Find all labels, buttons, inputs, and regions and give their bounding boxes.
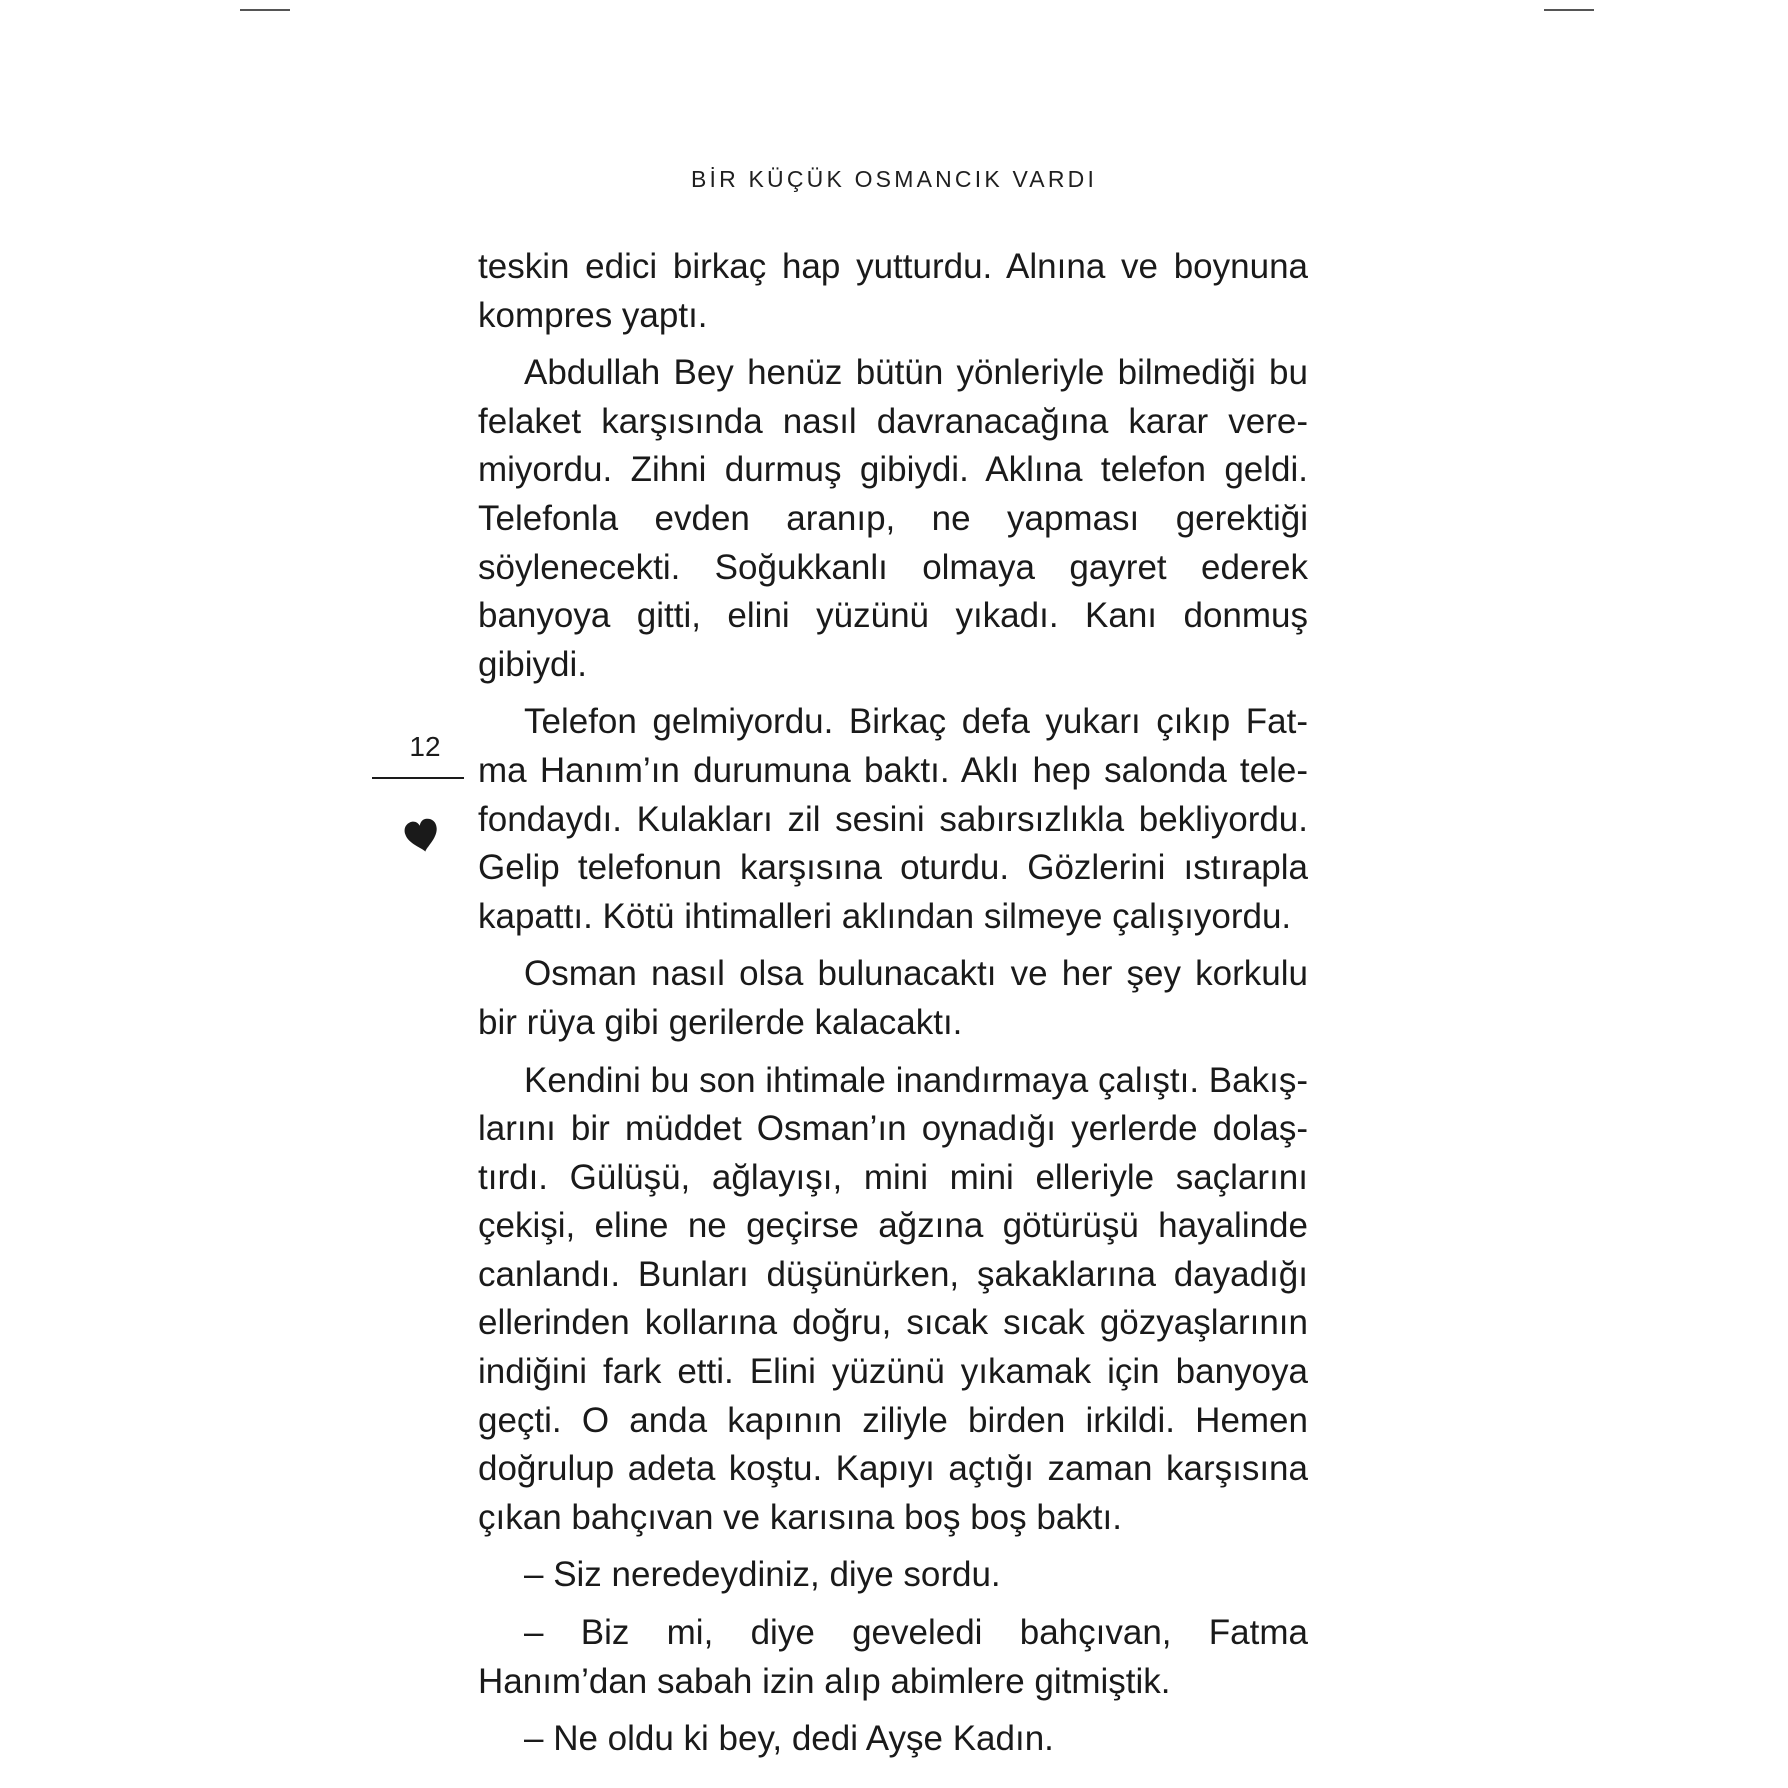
dialogue-line: – Biz mi, diye geveledi bahçıvan, Fatma Hanım’dan sabah izin alıp abimlere gitmiştik. (478, 1613, 1308, 1701)
paragraph: Abdullah Bey henüz bütün yönleriyle bilmediği bu felaket karşısında nasıl davranacağına karar veremiyordu. Zihni durmuş gibiydi. Aklına telefon geldi. Telefonla evden aranıp, ne yapması gerektiği söylenecekti. Soğukkanlı olmaya gayret ederek banyoya gitti, elini yüzünü yıkadı. Kanı donmuş gibiydi. (478, 353, 1308, 684)
dialogue-line: – Siz neredeydiniz, diye sordu. (524, 1555, 1001, 1595)
running-head: BİR KÜÇÜK OSMANCIK VARDI (690, 166, 1098, 192)
crop-mark-left (240, 9, 290, 11)
body-text (478, 243, 1308, 1773)
paragraph: teskin edici birkaç hap yutturdu. Alnına ve boynuna kompres yaptı. (478, 247, 1308, 335)
paragraph: Osman nasıl olsa bulunacaktı ve her şey korkulu bir rüya gibi gerilerde kalacaktı. (478, 954, 1308, 1042)
heart-icon (403, 818, 441, 854)
crop-mark-right (1544, 9, 1594, 11)
paragraph: Telefon gelmiyordu. Birkaç defa yukarı çıkıp Fatma Hanım’ın durumuna baktı. Aklı hep salonda telefondaydı. Kulakları zil sesini sabırsızlıkla bekliyordu. Gelip telefonun karşısına oturdu. Gözlerini ıstırapla kapattı. Kötü ihtimalleri aklından silmeye çalışıyordu. (478, 702, 1308, 936)
heart-icon-shape (403, 818, 441, 854)
page-number-rule (372, 777, 464, 779)
paragraph: Kendini bu son ihtimale inandırmaya çalıştı. Bakışlarını bir müddet Osman’ın oynadığı yerlerde dolaştırdı. Gülüşü, ağlayışı, mini mini elleriyle saçlarını çekişi, eline ne geçirse ağzına götürüşü hayalinde canlandı. Bunları düşünürken, şakaklarına dayadığı ellerinden kollarına doğru, sıcak sıcak gözyaşlarının indiğini fark etti. Elini yüzünü yıkamak için banyoya geçti. O anda kapının ziliyle birden irkildi. Hemen doğrulup adeta koştu. Kapıyı açtığı zaman karşısına çıkan bahçıvan ve karısına boş boş baktı. (478, 1060, 1308, 1537)
dialogue-line: – Ne oldu ki bey, dedi Ayşe Kadın. (524, 1719, 1054, 1759)
page-number: 12 (409, 731, 441, 762)
